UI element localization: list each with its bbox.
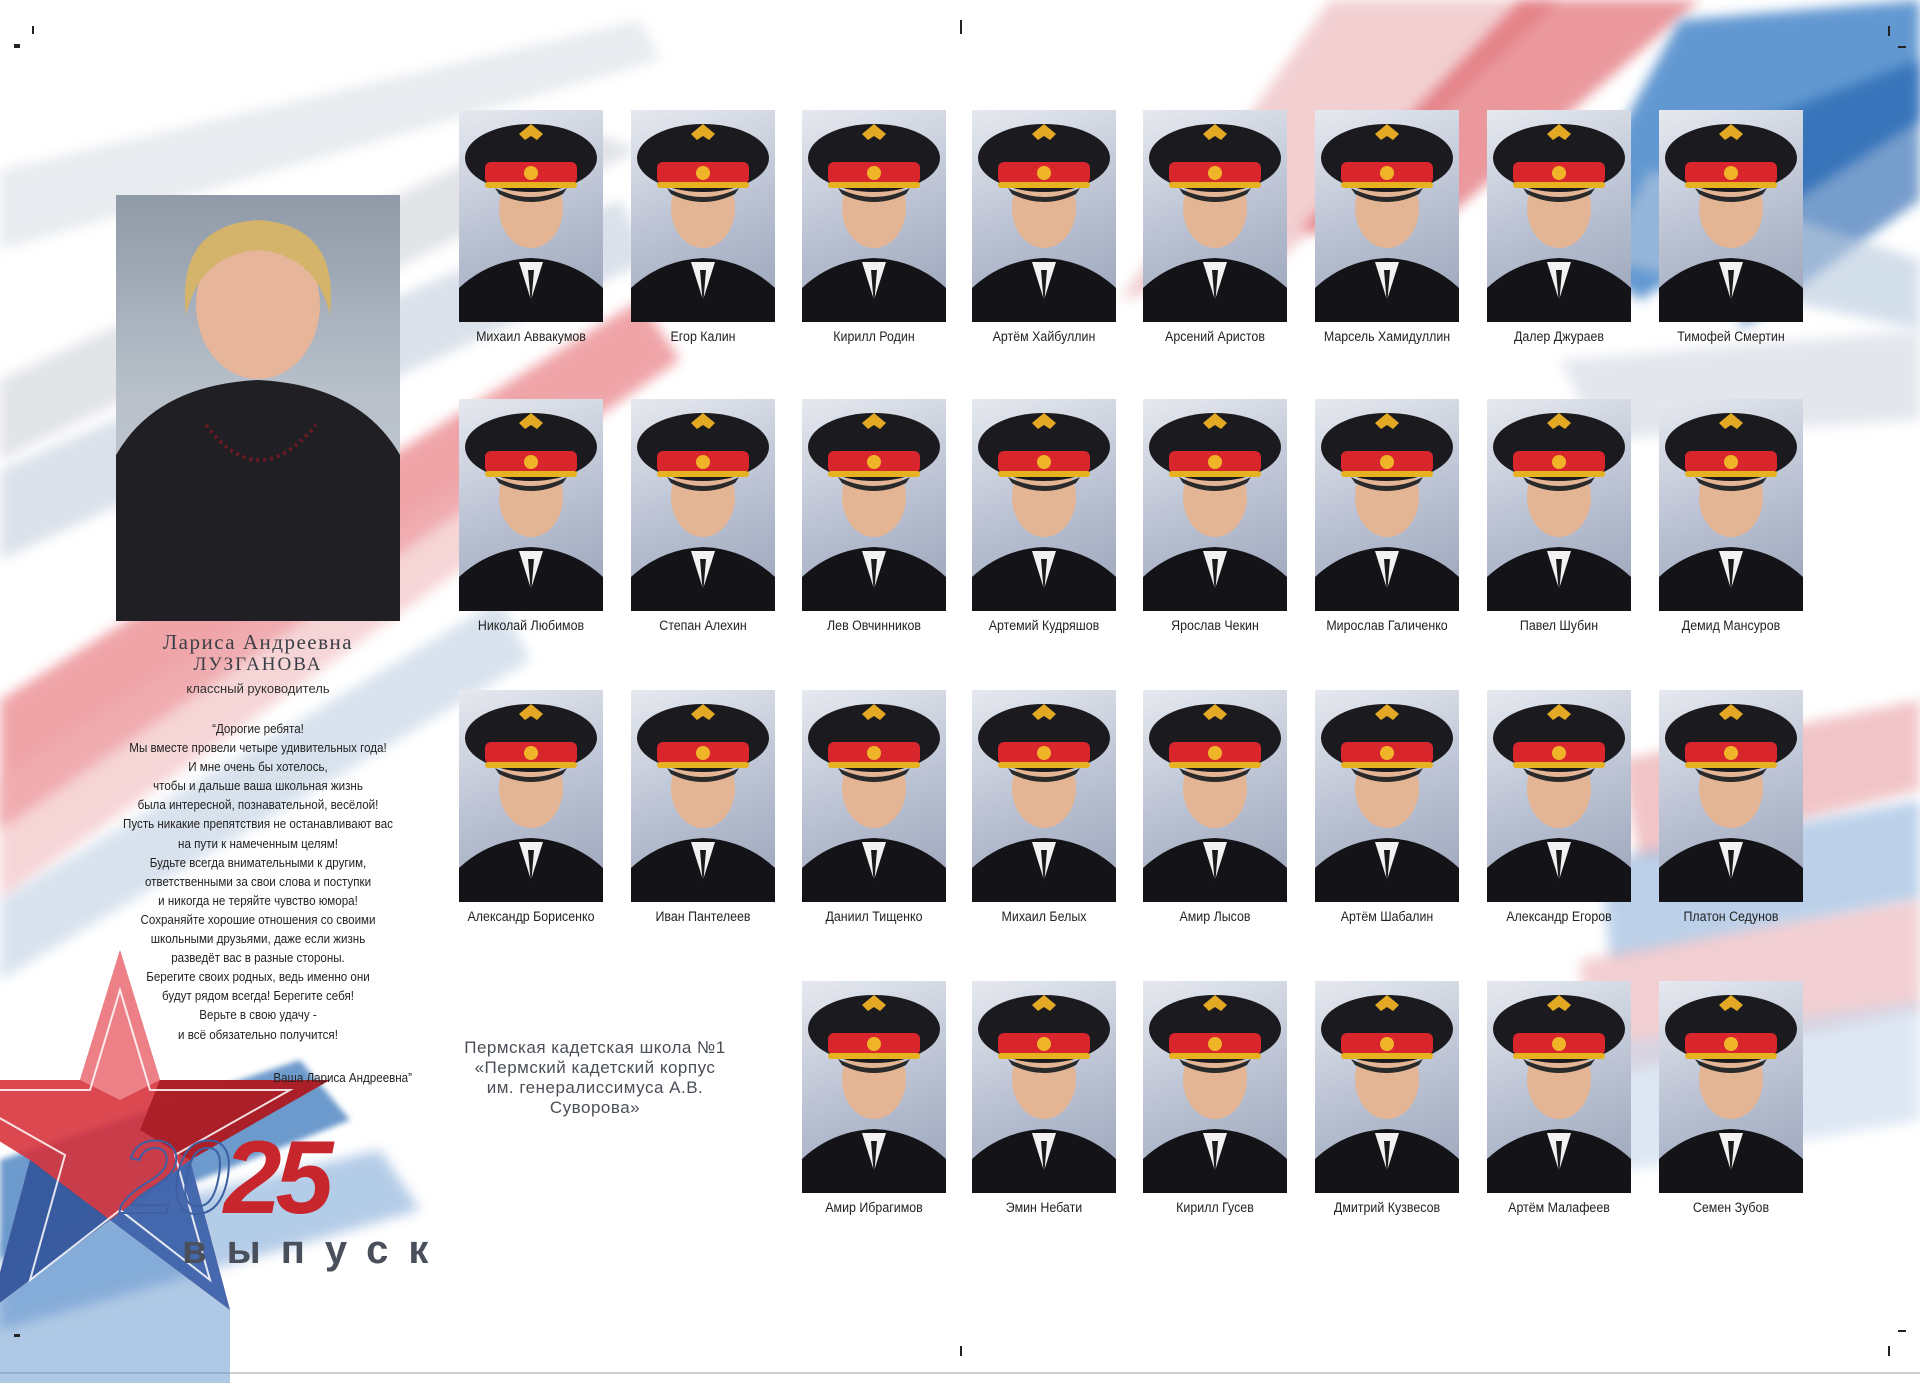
student-name: Егор Калин [670,329,736,344]
letter-line: Будьте всегда внимательными к другим, [149,855,367,870]
teacher-letter [113,720,404,1045]
student-photo [1315,690,1459,902]
crop-mark [960,20,962,34]
student-photo [1315,981,1459,1193]
teacher-role: классный руководитель [186,681,330,696]
student-photo [631,399,775,611]
teacher-name-block [116,630,400,698]
student-photo [1143,981,1287,1193]
student-photo [1315,399,1459,611]
teacher-portrait [116,195,400,621]
student-photo [1143,399,1287,611]
crop-mark [14,44,20,48]
student-name: Степан Алехин [659,618,747,633]
teacher-surname: ЛУЗГАНОВА [193,654,323,675]
crop-mark [32,26,34,34]
student-name: Далер Джураев [1513,329,1605,344]
letter-line: и никогда не теряйте чувство юмора! [158,893,358,908]
graduation-label: выпуск [182,1228,449,1272]
student-photo [1659,110,1803,322]
student-photo [972,399,1116,611]
student-photo [459,399,603,611]
student-name: Эмин Небати [1005,1200,1083,1215]
student-name: Артемий Кудряшов [988,618,1100,633]
student-photo [972,690,1116,902]
student-name: Кирилл Гусев [1176,1200,1254,1215]
student-name: Марсель Хамидуллин [1323,329,1451,344]
student-name: Михаил Аввакумов [476,329,586,344]
student-name: Платон Седунов [1683,909,1779,924]
student-photo [459,110,603,322]
student-name: Дмитрий Кузвесов [1333,1200,1441,1215]
school-line-1: Пермская кадетская школа №1 [464,1038,726,1057]
letter-signature: Ваша Лариса Андреевна” [273,1071,412,1085]
letter-line: “Дорогие ребята! [212,722,304,736]
letter-line: И мне очень бы хотелось, [188,760,328,775]
student-name: Даниил Тищенко [825,909,923,924]
student-name: Артём Хайбуллин [992,329,1096,344]
letter-line: школьными друзьями, даже если жизнь [150,932,366,947]
student-photo [802,399,946,611]
student-photo [459,690,603,902]
student-name: Арсений Аристов [1165,329,1265,344]
student-photo [1659,690,1803,902]
student-photo [1487,399,1631,611]
student-name: Амир Лысов [1179,909,1251,924]
letter-line: чтобы и дальше ваша школьная жизнь [153,779,363,794]
student-name: Артём Шабалин [1340,909,1434,924]
student-name: Лев Овчинников [827,618,921,633]
letter-line: Сохраняйте хорошие отношения со своими [140,912,376,927]
letter-line: на пути к намеченным целям! [178,836,338,851]
student-photo [802,690,946,902]
letter-line: ответственными за свои слова и поступки [144,874,372,889]
crop-mark [1898,1330,1906,1332]
letter-line: и всё обязательно получится! [178,1027,338,1042]
school-line-3: им. генералиссимуса А.В. Суворова» [486,1078,704,1117]
student-name: Артём Малафеев [1508,1200,1610,1215]
crop-mark [960,1346,962,1356]
student-name: Ярослав Чекин [1171,618,1259,633]
student-photo [972,981,1116,1193]
letter-line: была интересной, познавательной, весёлой! [137,798,379,813]
student-photo [1487,690,1631,902]
letter-line: Мы вместе провели четыре удивительных года! [129,741,387,756]
student-name: Александр Егоров [1506,909,1612,924]
student-name: Михаил Белых [1001,909,1087,924]
student-name: Семен Зубов [1692,1200,1770,1215]
student-photo [1143,110,1287,322]
student-photo [1143,690,1287,902]
letter-line: Пусть никакие препятствия не останавливают вас [123,817,393,832]
school-line-2: «Пермский кадетский корпус [474,1058,716,1077]
teacher-first-names: Лариса Андреевна [162,630,354,654]
letter-line: Верьте в свою удачу - [199,1008,317,1023]
student-name: Амир Ибрагимов [825,1200,923,1215]
letter-line: будут рядом всегда! Берегите себя! [162,989,354,1004]
student-name: Александр Борисенко [467,909,595,924]
student-photo [631,110,775,322]
student-name: Павел Шубин [1519,618,1599,633]
student-photo [802,110,946,322]
student-name: Мирослав Галиченко [1326,618,1448,633]
crop-mark [14,1334,20,1337]
student-photo [1659,981,1803,1193]
school-name [440,1038,750,1118]
student-photo [1487,110,1631,322]
student-photo [1487,981,1631,1193]
student-photo [1315,110,1459,322]
crop-mark [1888,26,1890,36]
letter-line: разведёт вас в разные стороны. [171,951,345,966]
student-name: Тимофей Смертин [1677,329,1785,344]
student-name: Кирилл Родин [833,329,915,344]
letter-line: Берегите своих родных, ведь именно они [146,970,370,985]
crop-mark [1888,1346,1890,1356]
student-photo [972,110,1116,322]
student-name: Иван Пантелеев [655,909,751,924]
student-photo [802,981,946,1193]
year-part-2: 25 [223,1120,328,1236]
student-photo [1659,399,1803,611]
student-photo [631,690,775,902]
student-name: Демид Мансуров [1681,618,1781,633]
year-part-1: 20 [120,1120,224,1236]
student-name: Николай Любимов [477,618,585,633]
graduation-year [120,1120,328,1236]
crop-mark [1898,46,1906,48]
